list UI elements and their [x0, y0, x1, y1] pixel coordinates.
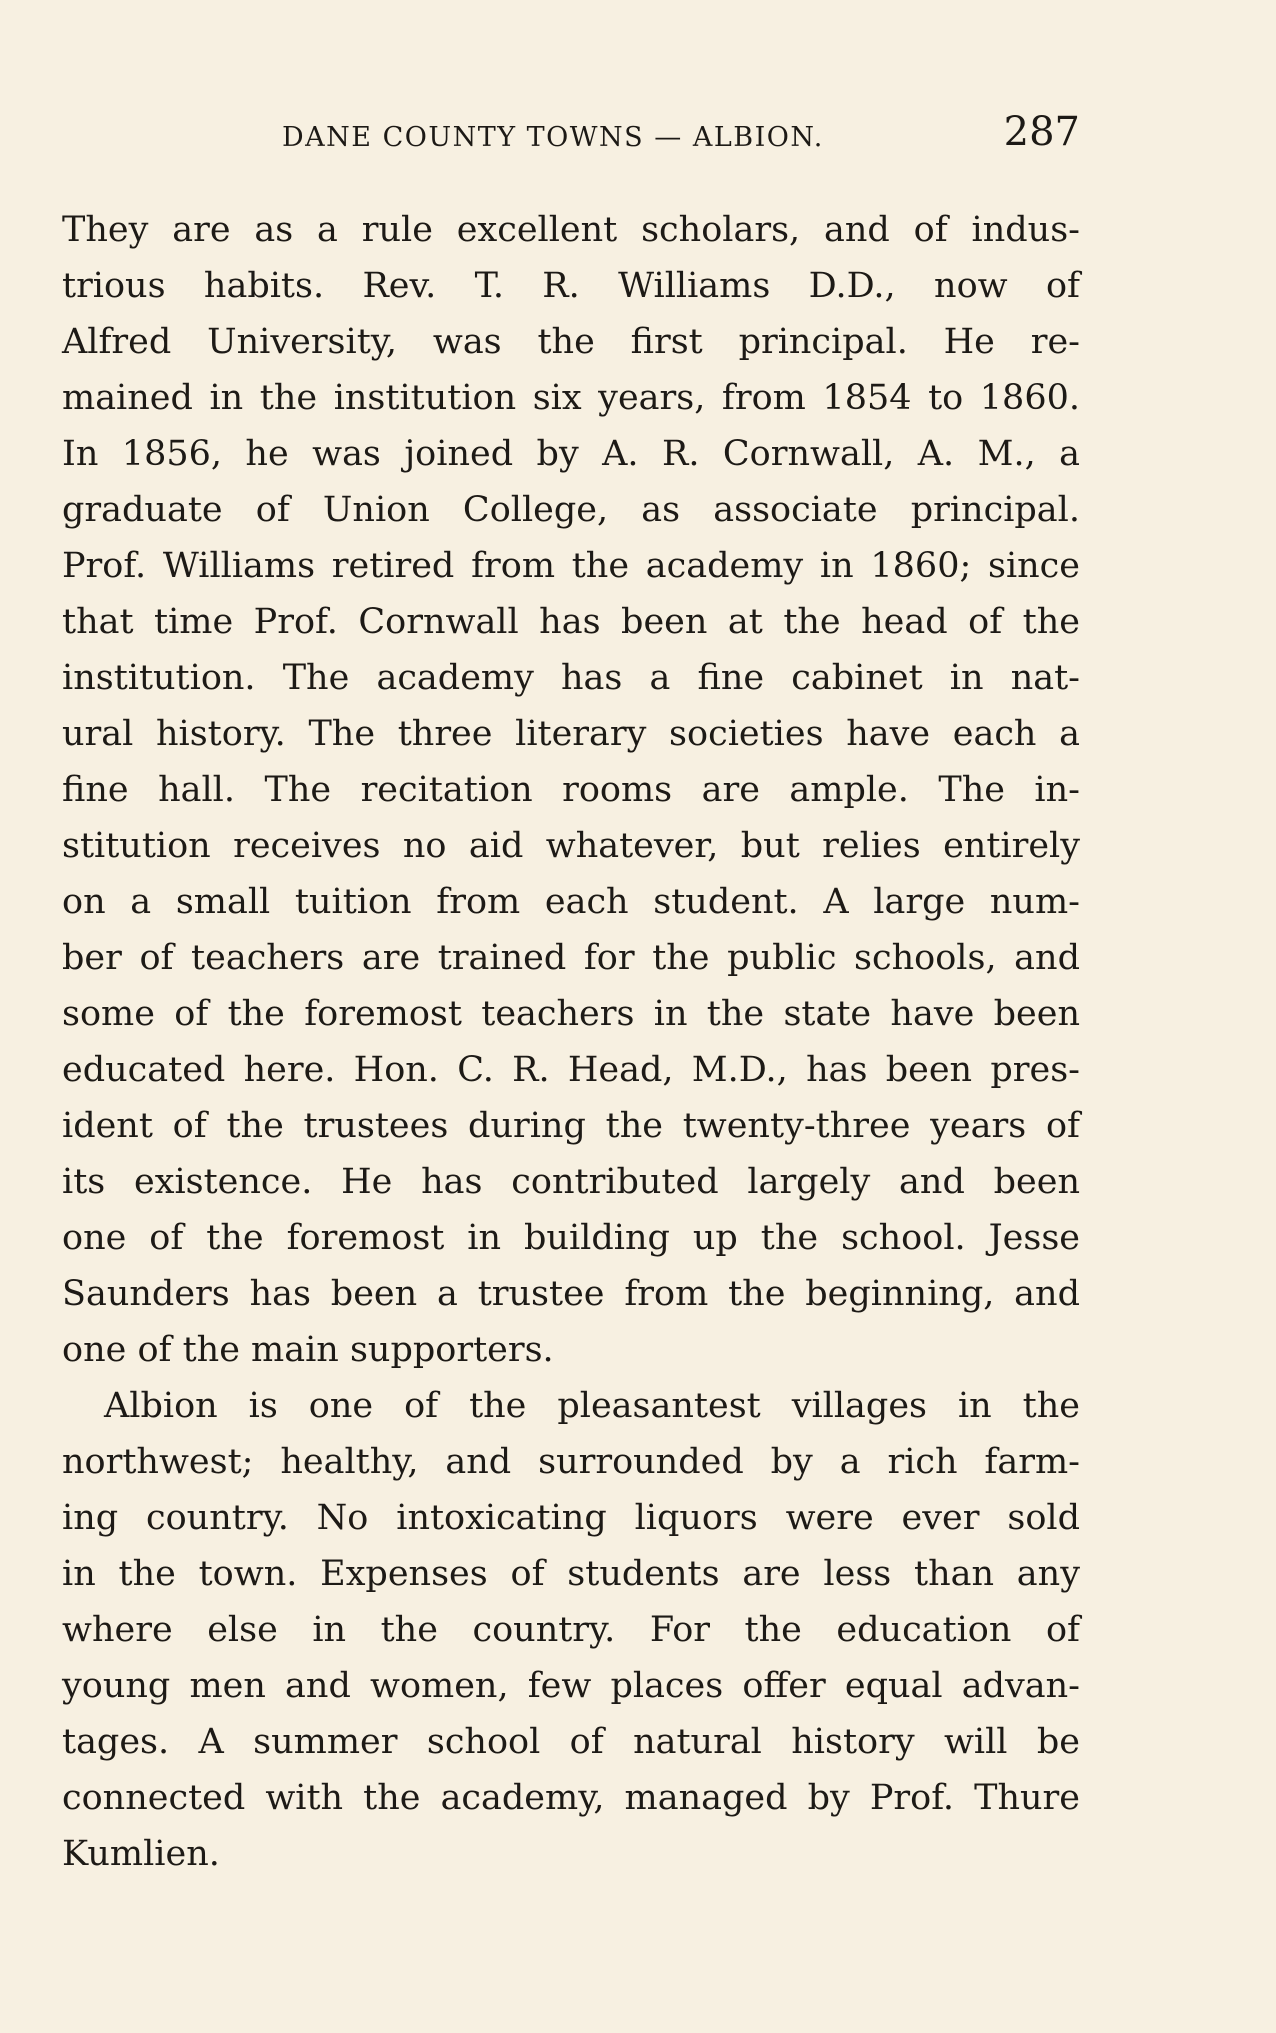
text-line: educated here. Hon. C. R. Head, M.D., has been pres- — [62, 1050, 1080, 1090]
text-line: its existence. He has contributed largely and been — [62, 1162, 1080, 1202]
text-line: some of the foremost teachers in the state have been — [62, 994, 1080, 1034]
text-line: Kumlien. — [62, 1834, 220, 1874]
text-line: ural history. The three literary societies have each a — [62, 714, 1080, 754]
text-line: where else in the country. For the education of — [62, 1610, 1080, 1650]
page-number: 287 — [1003, 109, 1080, 155]
text-line: northwest; healthy, and surrounded by a rich farm- — [62, 1442, 1080, 1482]
text-line: mained in the institution six years, from 1854 to 1860. — [62, 378, 1080, 418]
text-line: one of the foremost in building up the school. Jesse — [62, 1218, 1080, 1258]
text-line: tages. A summer school of natural history will be — [62, 1722, 1080, 1762]
text-line: They are as a rule excellent scholars, and of indus- — [62, 210, 1080, 250]
text-line: on a small tuition from each student. A large num- — [62, 882, 1080, 922]
text-line: connected with the academy, managed by Prof. Thure — [62, 1778, 1080, 1818]
text-line: Albion is one of the pleasantest villages in the — [104, 1386, 1080, 1426]
text-line: ident of the trustees during the twenty-three years of — [62, 1106, 1080, 1146]
text-line: Prof. Williams retired from the academy in 1860; since — [62, 546, 1080, 586]
page-header — [62, 109, 1080, 172]
text-line: Alfred University, was the first principal. He re- — [62, 322, 1080, 362]
text-line: that time Prof. Cornwall has been at the head of the — [62, 602, 1080, 642]
text-line: institution. The academy has a fine cabinet in nat- — [62, 658, 1080, 698]
running-head: DANE COUNTY TOWNS — ALBION. — [282, 122, 824, 153]
text-line: ing country. No intoxicating liquors were ever sold — [62, 1498, 1080, 1538]
text-line: Saunders has been a trustee from the beginning, and — [62, 1274, 1080, 1314]
text-line: young men and women, few places offer equal advan- — [62, 1666, 1080, 1706]
text-line: in the town. Expenses of students are less than any — [62, 1554, 1080, 1594]
text-line: In 1856, he was joined by A. R. Cornwall, A. M., a — [62, 434, 1080, 474]
text-line: stitution receives no aid whatever, but relies entirely — [62, 826, 1080, 866]
text-line: fine hall. The recitation rooms are ample. The in- — [62, 770, 1080, 810]
text-line: trious habits. Rev. T. R. Williams D.D., now of — [62, 266, 1080, 306]
body-text — [62, 202, 1080, 1882]
text-line: ber of teachers are trained for the public schools, and — [62, 938, 1080, 978]
text-line: one of the main supporters. — [62, 1330, 554, 1370]
text-line: graduate of Union College, as associate principal. — [62, 490, 1080, 530]
